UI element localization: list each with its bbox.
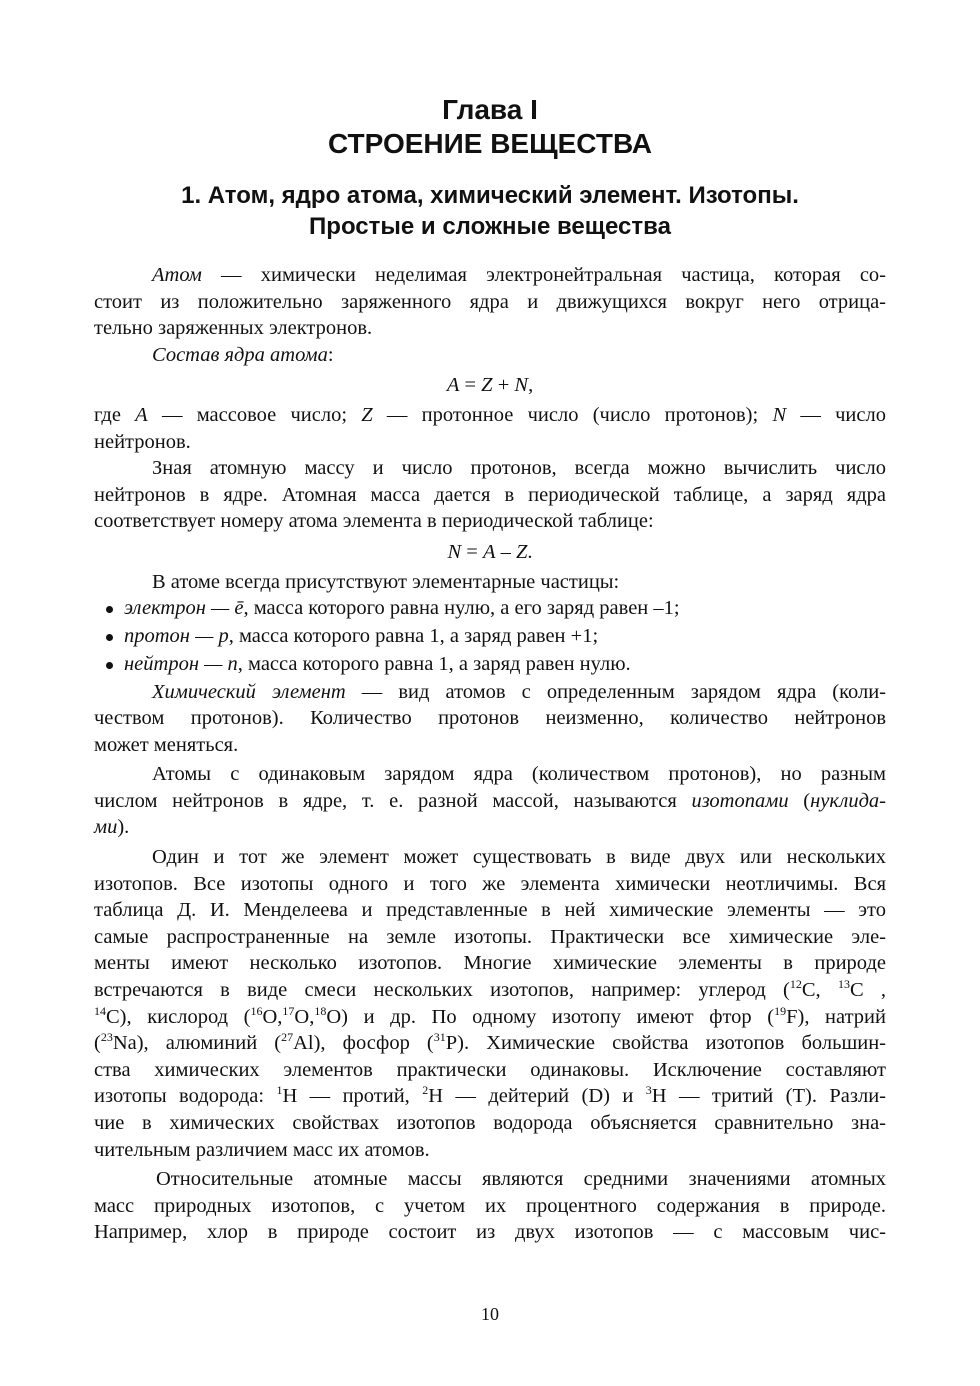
italic-text: протон — p	[124, 624, 229, 647]
text-line	[94, 1004, 886, 1031]
text-line	[94, 1137, 886, 1164]
superscript: 2	[422, 1083, 429, 1098]
list-item	[94, 623, 886, 651]
italic-text: нуклида-	[810, 789, 887, 812]
section-title-line-1: 1. Атом, ядро атома, химический элемент. Изотопы.	[181, 182, 799, 209]
text: — вид атомов с определенным зарядом ядра (коли-	[345, 680, 886, 703]
text: где	[94, 403, 136, 426]
text: ства химических элементов практически одинаковы. Исключение составляют	[94, 1058, 886, 1081]
italic-text: N	[772, 403, 787, 426]
text-line	[94, 289, 886, 316]
paragraph	[94, 455, 886, 535]
text: нейтронов в ядре. Атомная масса дается в периодической таблице, а заряд ядра	[94, 483, 886, 506]
italic-text: ми	[94, 816, 118, 839]
text: C), кислород (	[106, 1005, 251, 1028]
text: , масса которого равна 1, а заряд равен +1;	[228, 624, 599, 647]
page-body	[94, 262, 886, 1246]
text: масс природных изотопов, с учетом их процентного содержания в природе.	[94, 1194, 886, 1217]
text: O,	[294, 1005, 315, 1028]
text: — протонное число (число протонов);	[372, 403, 773, 426]
formula	[94, 372, 886, 399]
text: P). Химические свойства изотопов большин-	[445, 1032, 886, 1055]
superscript: 14	[94, 1003, 106, 1018]
text: — химически неделимая электронейтральная частица, которая со-	[201, 264, 886, 286]
text-line	[94, 705, 886, 732]
text-line	[94, 372, 886, 399]
text-line	[94, 315, 886, 342]
text: чеством протонов). Количество протонов неизменно, количество нейтронов	[94, 707, 886, 730]
superscript: 18	[314, 1003, 327, 1018]
paragraph	[94, 402, 886, 455]
text: изотопов. Все изотопы одного и того же элемента химически неотличимы. Вся	[94, 872, 886, 895]
italic-text: изотопами	[691, 789, 789, 812]
text-line	[94, 924, 886, 951]
text: F), натрий	[786, 1005, 886, 1028]
text: +	[492, 374, 515, 397]
paragraph	[94, 679, 886, 759]
text: ,	[528, 374, 534, 397]
text: соответствует номеру атома элемента в периодической таблице:	[94, 510, 654, 533]
superscript: 19	[774, 1003, 787, 1018]
text-line	[94, 262, 886, 289]
text: Al), фосфор (	[293, 1032, 434, 1055]
superscript: 23	[100, 1030, 113, 1045]
italic-text: нейтрон — n	[124, 652, 238, 675]
text: =	[461, 540, 483, 563]
text-line	[94, 1219, 886, 1246]
text: (	[788, 789, 811, 812]
text-line	[124, 595, 886, 623]
chapter-title: СТРОЕНИЕ ВЕЩЕСТВА	[328, 128, 652, 159]
italic-text: Состав ядра атома	[152, 343, 328, 366]
text: стоит из положительно заряженного ядра и движущихся вокруг него отрица-	[94, 290, 886, 313]
paragraph	[94, 569, 886, 596]
italic-text: электрон — ē	[124, 597, 244, 620]
text: :	[327, 343, 334, 366]
text: чительным различием масс их атомов.	[94, 1138, 430, 1161]
italic-text: N	[447, 540, 462, 563]
text-line	[94, 871, 886, 898]
italic-text: Z	[516, 540, 528, 563]
text: O) и др. По одному изотопу имеют фтор (	[326, 1005, 775, 1028]
text: (	[94, 1032, 101, 1055]
text-line	[94, 788, 886, 815]
text-line	[94, 897, 886, 924]
text-line	[124, 651, 886, 679]
text: O,	[262, 1005, 283, 1028]
text: тельно заряженных электронов.	[94, 317, 373, 340]
text: может меняться.	[94, 733, 239, 756]
text-line	[94, 1193, 886, 1220]
italic-text: A	[135, 403, 148, 426]
text: Na), алюминий (	[112, 1032, 282, 1055]
paragraph	[94, 761, 886, 841]
italic-text: Z	[361, 403, 373, 426]
text-line	[94, 1030, 886, 1057]
paragraph	[94, 1166, 886, 1246]
chapter-heading	[0, 93, 980, 161]
text: числом нейтронов в ядре, т. е. разной массой, называются	[94, 789, 692, 812]
text: Относительные атомные массы являются средними значениями атомных	[156, 1168, 886, 1191]
text: –	[495, 540, 516, 563]
superscript: 12	[789, 977, 802, 992]
text: ).	[117, 816, 130, 839]
text: нейтронов.	[94, 430, 191, 453]
text-line	[94, 1110, 886, 1137]
text: , масса которого равна 1, а заряд равен нулю.	[237, 652, 631, 675]
text: чие в химических свойствах изотопов водорода объясняется сравнительно зна-	[94, 1112, 886, 1135]
italic-text: Z	[481, 374, 493, 397]
text-line	[94, 482, 886, 509]
text: таблица Д. И. Менделеева и представленные в ней химические элементы — это	[94, 899, 886, 922]
text-line	[94, 1057, 886, 1084]
text: самые распространенные на земле изотопы. Практически все химические эле-	[94, 925, 886, 948]
text: H — протий,	[282, 1085, 423, 1108]
list-item	[94, 595, 886, 623]
text-line	[94, 761, 886, 788]
superscript: 1	[276, 1083, 283, 1098]
text-line	[94, 679, 886, 706]
superscript: 27	[281, 1030, 294, 1045]
section-title-line-2: Простые и сложные вещества	[309, 213, 671, 240]
text-line	[94, 977, 886, 1004]
text: Зная атомную массу и число протонов, всегда можно вычислить число	[152, 457, 886, 480]
text-line	[94, 539, 886, 566]
text-line	[94, 455, 886, 482]
text: .	[527, 540, 533, 563]
section-heading	[0, 180, 980, 242]
superscript: 31	[433, 1030, 446, 1045]
paragraph	[94, 262, 886, 342]
list-item	[94, 651, 886, 679]
text-line	[94, 844, 886, 871]
superscript: 13	[837, 977, 850, 992]
text: H — тритий (T). Разли-	[651, 1085, 887, 1108]
text: , масса которого равна нулю, а его заряд равен –1;	[243, 597, 680, 620]
italic-text: Химический элемент	[152, 680, 346, 703]
superscript: 3	[645, 1083, 652, 1098]
text: Один и тот же элемент может существовать в виде двух или нескольких	[152, 846, 886, 869]
superscript: 16	[250, 1003, 263, 1018]
text: В атоме всегда присутствуют элементарные частицы:	[152, 570, 620, 593]
text-line	[94, 1166, 886, 1193]
italic-text: A	[446, 374, 460, 397]
text-line	[94, 950, 886, 977]
text: Атомы с одинаковым зарядом ядра (количеством протонов), но разным	[152, 763, 886, 786]
text-line	[94, 402, 886, 429]
formula	[94, 539, 886, 566]
text-line	[124, 623, 886, 651]
text: — число	[786, 403, 886, 426]
text-line	[94, 508, 886, 535]
paragraph	[94, 844, 886, 1163]
paragraph	[94, 342, 886, 369]
text-line	[94, 569, 886, 596]
text: Например, хлор в природе состоит из двух изотопов — с массовым чис-	[94, 1221, 886, 1244]
text: =	[459, 374, 482, 397]
italic-text: Атом	[152, 264, 202, 286]
text-line	[94, 814, 886, 841]
superscript: 17	[282, 1003, 295, 1018]
italic-text: A	[482, 540, 496, 563]
italic-text: N	[514, 374, 529, 397]
text-line	[94, 429, 886, 456]
chapter-label: Глава I	[442, 94, 538, 125]
text: встречаются в виде смеси нескольких изотопов, например: углерод (	[94, 979, 790, 1002]
text: менты имеют несколько изотопов. Многие химические элементы в природе	[94, 952, 886, 975]
text: — массовое число;	[147, 403, 362, 426]
text-line	[94, 342, 886, 369]
text: C,	[801, 979, 838, 1002]
text-line	[94, 732, 886, 759]
text: H — дейтерий (D) и	[428, 1085, 646, 1108]
text: C ,	[849, 979, 886, 1002]
text-line	[94, 1083, 886, 1110]
page-number: 10	[481, 1304, 499, 1324]
text: изотопы водорода:	[94, 1085, 277, 1108]
